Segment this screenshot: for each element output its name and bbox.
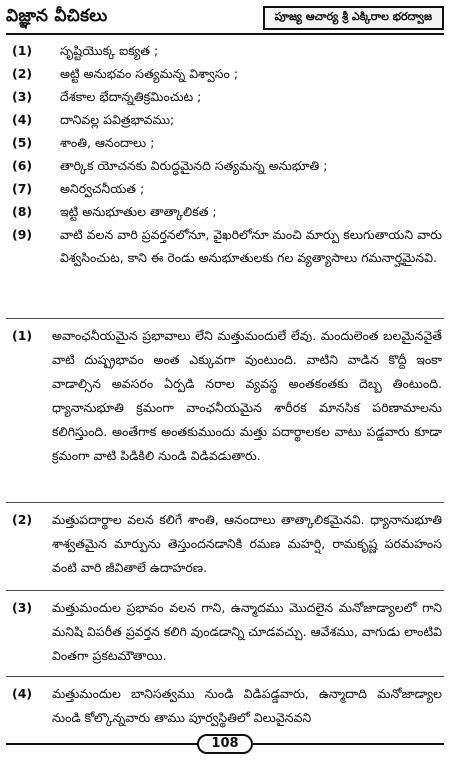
paragraph-text: మత్తుమందుల బానిసత్వము నుండి విడిపడ్డవారు, ఉన్మాదాది మనోజాడ్యాల నుండి కోల్కొన్నవారు తాము పూర్వస్థితిలో విలువైనవని <box>52 686 442 725</box>
list-item-number: (7) <box>12 181 33 196</box>
page-number: 108 <box>197 734 252 754</box>
list-item-number: (6) <box>12 158 33 173</box>
paragraph-number: (2) <box>12 512 33 527</box>
list-item-text: ఇట్టి అనుభూతుల తాత్కాలికత ; <box>60 204 217 219</box>
section-divider <box>6 676 444 677</box>
paragraph-text: మత్తుమందుల ప్రభావం వలన గాని, ఉన్మాదము మొదలైన మనోజాడ్యాలలో గాని మనిషి విపరీత ప్రవర్తన కలిగి వుండడాన్ని చూడవచ్చు. ఆవేశము, వాగుడు లాంటివి వింతగా ప్రకటమౌతాయి. <box>52 600 442 663</box>
list-item-number: (4) <box>12 112 33 127</box>
list-item <box>12 223 442 269</box>
paragraph-text: మత్తుపదార్థాల వలన కలిగే శాంతి, ఆనందాలు తాత్కాలికమైనవి. ధ్యానానుభూతి శాశ్వతమైన మార్పును తెస్తుందనడానికి రమణ మహర్షి, రామకృష్ణ పరమహంస వంటి వారి జీవితాలే ఉదాహరణ. <box>52 512 442 575</box>
list-item <box>12 131 442 154</box>
list-item-number: (5) <box>12 135 33 150</box>
list-item <box>12 108 442 131</box>
paragraph-number: (4) <box>12 686 33 701</box>
section-divider <box>6 590 444 591</box>
list-item-number: (9) <box>12 227 33 242</box>
paragraph <box>12 682 442 730</box>
list-item-number: (3) <box>12 89 33 104</box>
page-header <box>6 4 444 32</box>
section-divider <box>6 318 444 319</box>
list-item-number: (1) <box>12 43 33 58</box>
author-title-box: పూజ్య ఆచార్య శ్రీ ఎక్కిరాల భరద్వాజ <box>263 6 444 30</box>
paragraph-number: (1) <box>12 328 33 343</box>
page-footer <box>6 734 444 754</box>
list-item <box>12 154 442 177</box>
header-rule <box>6 33 444 35</box>
paragraph <box>12 508 442 580</box>
list-item-text: దేశకాల భేదాన్నతిక్రమించుట ; <box>60 89 202 104</box>
list-item-text: శాంతి, ఆనందాలు ; <box>60 135 155 150</box>
list-item-text: అనిర్వచనీయత ; <box>60 181 145 196</box>
list-item-text: అట్టి అనుభవం సత్యమన్న విశ్వాసం ; <box>60 66 239 81</box>
list-item <box>12 85 442 108</box>
list-item-text: తార్కిక యోచనకు విరుద్ధమైనది సత్యమన్న అనుభూతి ; <box>60 158 328 173</box>
numbered-list <box>12 39 442 269</box>
list-item-number: (2) <box>12 66 33 81</box>
paragraph <box>12 324 442 468</box>
list-item <box>12 39 442 62</box>
book-title: విజ్ఞాన వీచికలు <box>6 6 108 26</box>
list-item-text: వాటి వలన వారి ప్రవర్తనలోనూ, వైఖరిలోనూ మంచి మార్పు కలుగుతాయని వారు విశ్వసించుట, కాని ఈ రెండు అనుభూతులకు గల వ్యత్యాసాలు గమనార్హమైనవి. <box>60 227 442 265</box>
section-divider <box>6 502 444 503</box>
paragraph <box>12 596 442 668</box>
list-item <box>12 177 442 200</box>
list-item <box>12 62 442 85</box>
list-item <box>12 200 442 223</box>
paragraph-number: (3) <box>12 600 33 615</box>
list-item-text: సృష్టియొక్క ఐక్యత ; <box>60 43 159 58</box>
paragraph-text: అవాంఛనీయమైన ప్రభావాలు లేని మత్తుమందులే లేవు. మందులెంత బలమైనవైతే వాటి దుష్ప్రభావం అంత ఎక్కువగా వుంటుంది. వాటిని వాడిన కొద్దీ ఇంకా వాడాల్సిన అవసరం ఏర్పడి నరాల వ్యవస్థ అంతకంతకు దెబ్బ తింటుంది. ధ్యానానుభూతి క్రమంగా వాంఛనీయమైన శారీరక మానసిక పరిణామాలను కలిగిస్తుంది. అంతేగాక అంతకుముందు మత్తు పదార్థాలకల వాటు పడ్డవారు కూడా క్రమంగా వాటి పిడికిలి నుండి విడివడుతారు. <box>52 328 442 463</box>
list-item-number: (8) <box>12 204 33 219</box>
list-item-text: దానివల్ల పవిత్రభావము; <box>60 112 175 127</box>
